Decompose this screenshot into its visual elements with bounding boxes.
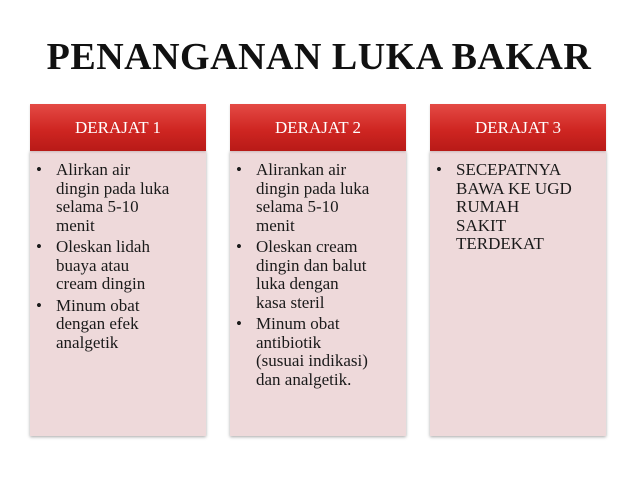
item-line: TERDEKAT [456,234,544,253]
list-item [234,238,398,312]
item-line: buaya atau [56,255,130,275]
list-item [434,161,598,254]
list-item [234,161,398,235]
list-item [34,297,198,353]
item-line: menit [256,215,295,235]
bullet-icon: • [236,237,242,256]
item-line: analgetik [56,332,119,352]
item-line: dan analgetik. [256,369,352,389]
item-line: (susuai indikasi) [256,351,368,370]
column-header: DERAJAT 2 [230,104,406,151]
bullet-list [434,161,598,254]
item-line: kasa steril [256,292,325,312]
column-derajat-1 [30,104,206,436]
item-line: cream dingin [56,274,146,293]
bullet-icon: • [36,295,42,315]
item-line: dingin dan balut [256,255,367,275]
item-line: RUMAH [456,197,520,216]
column-derajat-2 [230,104,406,436]
bullet-icon: • [36,237,42,256]
item-line: dengan efek [56,314,139,333]
column-header: DERAJAT 1 [30,104,206,151]
list-item [234,315,398,389]
item-line: selama 5-10 [256,197,339,216]
column-body [30,151,206,436]
bullet-list [234,161,398,389]
item-line: dingin pada luka [256,178,370,198]
bullet-icon: • [36,160,42,179]
bullet-list [34,161,198,352]
item-line: SECEPATNYA [456,160,562,179]
item-line: dingin pada luka [56,178,170,198]
slide-title: PENANGANAN LUKA BAKAR [46,36,592,78]
item-line: Oleskan lidah [56,237,150,256]
list-item [34,161,198,235]
item-line: Alirkan air [56,160,131,179]
item-line: selama 5-10 [56,197,139,216]
item-line: menit [56,215,95,235]
item-line: Oleskan cream [256,237,358,256]
item-line: Alirankan air [256,160,347,179]
list-item [34,238,198,294]
bullet-icon: • [236,314,242,333]
item-line: Minum obat [56,295,140,315]
column-derajat-3 [430,104,606,436]
column-body [230,151,406,436]
bullet-icon: • [436,160,442,179]
item-line: SAKIT [456,215,507,235]
item-line: Minum obat [256,314,340,333]
bullet-icon: • [236,160,242,179]
column-body [430,151,606,436]
item-line: antibiotik [256,332,322,352]
item-line: BAWA KE UGD [456,178,572,198]
item-line: luka dengan [256,274,339,293]
column-header: DERAJAT 3 [430,104,606,151]
